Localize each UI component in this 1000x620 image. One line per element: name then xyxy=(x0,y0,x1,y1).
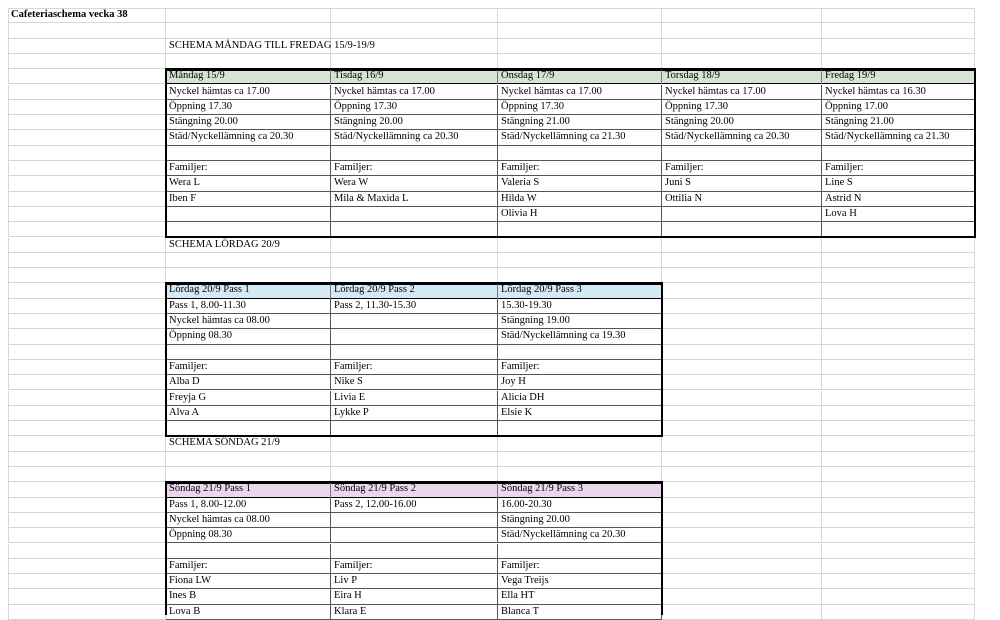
grid-cell[interactable] xyxy=(662,238,822,253)
grid-cell[interactable] xyxy=(8,23,166,38)
grid-cell[interactable] xyxy=(822,253,975,268)
schedule-clean-cell[interactable]: Städ/Nyckellämning ca 20.30 xyxy=(331,130,498,145)
pass-info-cell[interactable]: Pass 2, 11.30-15.30 xyxy=(331,299,498,314)
family-name-cell[interactable] xyxy=(331,207,498,222)
pass-info-cell[interactable] xyxy=(166,345,331,360)
family-name-cell[interactable] xyxy=(166,207,331,222)
pass-info-cell[interactable]: Öppning 08.30 xyxy=(166,528,331,543)
schedule-key-cell[interactable]: Nyckel hämtas ca 17.00 xyxy=(662,85,822,100)
grid-cell[interactable] xyxy=(8,589,166,604)
grid-cell[interactable] xyxy=(822,498,975,513)
grid-cell[interactable] xyxy=(8,299,166,314)
family-name-cell[interactable]: Olivia H xyxy=(498,207,662,222)
grid-cell[interactable] xyxy=(662,268,822,283)
family-name-cell[interactable]: Ella HT xyxy=(498,589,662,604)
grid-cell[interactable] xyxy=(498,268,662,283)
grid-cell[interactable] xyxy=(166,268,331,283)
grid-cell[interactable] xyxy=(662,574,822,589)
grid-cell[interactable] xyxy=(822,299,975,314)
schedule-key-cell[interactable]: Nyckel hämtas ca 16.30 xyxy=(822,85,975,100)
grid-cell[interactable] xyxy=(662,528,822,543)
saturday-column-header: Lördag 20/9 Pass 2 xyxy=(331,283,498,298)
grid-cell[interactable] xyxy=(8,115,166,130)
family-name-cell[interactable]: Livia E xyxy=(331,391,498,406)
families-label[interactable]: Familjer: xyxy=(498,559,662,574)
family-name-cell[interactable]: Eira H xyxy=(331,589,498,604)
families-label[interactable]: Familjer: xyxy=(822,161,975,176)
schedule-key-cell[interactable]: Nyckel hämtas ca 17.00 xyxy=(331,85,498,100)
grid-cell[interactable] xyxy=(8,406,166,421)
grid-cell[interactable] xyxy=(166,8,331,23)
grid-cell[interactable] xyxy=(8,544,166,559)
grid-cell[interactable] xyxy=(822,513,975,528)
grid-cell[interactable] xyxy=(8,421,166,436)
pass-info-cell[interactable] xyxy=(331,314,498,329)
grid-cell[interactable] xyxy=(822,436,975,451)
family-name-cell[interactable]: Ines B xyxy=(166,589,331,604)
grid-cell[interactable] xyxy=(166,253,331,268)
grid-cell[interactable] xyxy=(822,54,975,69)
grid-cell[interactable] xyxy=(8,176,166,191)
families-label[interactable]: Familjer: xyxy=(331,559,498,574)
families-label[interactable]: Familjer: xyxy=(331,360,498,375)
schedule-close-cell[interactable]: Stängning 20.00 xyxy=(166,115,331,130)
grid-cell[interactable] xyxy=(822,8,975,23)
family-name-cell[interactable] xyxy=(331,421,498,436)
family-name-cell[interactable]: Juni S xyxy=(662,176,822,191)
grid-cell[interactable] xyxy=(8,253,166,268)
grid-cell[interactable] xyxy=(822,421,975,436)
schedule-close-cell[interactable]: Stängning 20.00 xyxy=(331,115,498,130)
table-cell[interactable] xyxy=(331,146,498,161)
grid-cell[interactable] xyxy=(498,39,662,54)
grid-cell[interactable] xyxy=(8,268,166,283)
grid-cell[interactable] xyxy=(498,436,662,451)
grid-cell[interactable] xyxy=(8,375,166,390)
family-name-cell[interactable]: Alicia DH xyxy=(498,391,662,406)
family-name-cell[interactable] xyxy=(822,222,975,237)
grid-cell[interactable] xyxy=(822,238,975,253)
pass-info-cell[interactable] xyxy=(331,513,498,528)
grid-cell[interactable] xyxy=(8,130,166,145)
grid-cell[interactable] xyxy=(822,268,975,283)
grid-cell[interactable] xyxy=(498,238,662,253)
grid-cell[interactable] xyxy=(662,283,822,298)
family-name-cell[interactable] xyxy=(662,207,822,222)
family-name-cell[interactable] xyxy=(166,421,331,436)
grid-cell[interactable] xyxy=(822,314,975,329)
grid-cell[interactable] xyxy=(8,498,166,513)
grid-cell[interactable] xyxy=(662,253,822,268)
family-name-cell[interactable]: Hilda W xyxy=(498,192,662,207)
grid-cell[interactable] xyxy=(822,39,975,54)
pass-info-cell[interactable] xyxy=(498,345,662,360)
sunday-column-header: Söndag 21/9 Pass 1 xyxy=(166,482,331,497)
pass-info-cell[interactable]: Öppning 08.30 xyxy=(166,329,331,344)
pass-info-cell[interactable]: 15.30-19.30 xyxy=(498,299,662,314)
grid-cell[interactable] xyxy=(8,283,166,298)
grid-cell[interactable] xyxy=(662,314,822,329)
pass-info-cell[interactable] xyxy=(331,544,498,559)
family-name-cell[interactable]: Klara E xyxy=(331,605,498,620)
families-label[interactable]: Familjer: xyxy=(498,161,662,176)
schedule-close-cell[interactable]: Stängning 20.00 xyxy=(662,115,822,130)
grid-cell[interactable] xyxy=(662,345,822,360)
grid-cell[interactable] xyxy=(8,192,166,207)
grid-cell[interactable] xyxy=(331,268,498,283)
family-name-cell[interactable] xyxy=(331,222,498,237)
family-name-cell[interactable]: Wera L xyxy=(166,176,331,191)
family-name-cell[interactable]: Alva A xyxy=(166,406,331,421)
table-cell[interactable] xyxy=(166,146,331,161)
schedule-close-cell[interactable]: Stängning 21.00 xyxy=(822,115,975,130)
grid-cell[interactable] xyxy=(662,513,822,528)
grid-cell[interactable] xyxy=(662,391,822,406)
weekday-column-header: Måndag 15/9 xyxy=(166,69,331,84)
grid-cell[interactable] xyxy=(662,360,822,375)
families-label[interactable]: Familjer: xyxy=(166,161,331,176)
table-cell[interactable] xyxy=(822,146,975,161)
pass-info-cell[interactable]: Pass 1, 8.00-11.30 xyxy=(166,299,331,314)
grid-cell[interactable] xyxy=(822,329,975,344)
grid-cell[interactable] xyxy=(331,452,498,467)
grid-cell[interactable] xyxy=(498,452,662,467)
family-name-cell[interactable]: Fiona LW xyxy=(166,574,331,589)
family-name-cell[interactable]: Liv P xyxy=(331,574,498,589)
weekday-column-header: Fredag 19/9 xyxy=(822,69,975,84)
sunday-heading: SCHEMA SÖNDAG 21/9 xyxy=(169,437,280,449)
pass-info-cell[interactable]: Städ/Nyckellämning ca 20.30 xyxy=(498,528,662,543)
grid-cell[interactable] xyxy=(662,299,822,314)
weekday-heading: SCHEMA MÅNDAG TILL FREDAG 15/9-19/9 xyxy=(169,39,375,51)
schedule-key-cell[interactable]: Nyckel hämtas ca 17.00 xyxy=(166,85,331,100)
schedule-clean-cell[interactable]: Städ/Nyckellämning ca 20.30 xyxy=(662,130,822,145)
table-cell[interactable] xyxy=(498,146,662,161)
grid-cell[interactable] xyxy=(822,589,975,604)
pass-info-cell[interactable] xyxy=(331,345,498,360)
grid-cell[interactable] xyxy=(822,452,975,467)
weekday-column-header: Tisdag 16/9 xyxy=(331,69,498,84)
grid-cell[interactable] xyxy=(8,314,166,329)
grid-cell[interactable] xyxy=(822,391,975,406)
grid-cell[interactable] xyxy=(331,253,498,268)
grid-cell[interactable] xyxy=(8,222,166,237)
grid-cell[interactable] xyxy=(331,467,498,482)
weekday-column-header: Onsdag 17/9 xyxy=(498,69,662,84)
family-name-cell[interactable] xyxy=(166,222,331,237)
grid-cell[interactable] xyxy=(662,329,822,344)
family-name-cell[interactable]: Vega Treijs xyxy=(498,574,662,589)
family-name-cell[interactable] xyxy=(662,222,822,237)
grid-cell[interactable] xyxy=(8,207,166,222)
family-name-cell[interactable]: Alba D xyxy=(166,375,331,390)
grid-cell[interactable] xyxy=(8,345,166,360)
grid-cell[interactable] xyxy=(822,467,975,482)
grid-cell[interactable] xyxy=(822,345,975,360)
grid-cell[interactable] xyxy=(498,467,662,482)
sheet-title: Cafeteriaschema vecka 38 xyxy=(11,9,128,20)
grid-cell[interactable] xyxy=(662,421,822,436)
grid-cell[interactable] xyxy=(8,161,166,176)
sunday-column-header: Söndag 21/9 Pass 2 xyxy=(331,482,498,497)
family-name-cell[interactable] xyxy=(498,421,662,436)
grid-cell[interactable] xyxy=(8,528,166,543)
families-label[interactable]: Familjer: xyxy=(662,161,822,176)
family-name-cell[interactable]: Elsie K xyxy=(498,406,662,421)
pass-info-cell[interactable]: 16.00-20.30 xyxy=(498,498,662,513)
grid-cell[interactable] xyxy=(166,54,331,69)
grid-cell[interactable] xyxy=(498,253,662,268)
table-cell[interactable] xyxy=(662,146,822,161)
family-name-cell[interactable]: Freyja G xyxy=(166,391,331,406)
grid-cell[interactable] xyxy=(331,23,498,38)
grid-cell[interactable] xyxy=(8,69,166,84)
sunday-column-header: Söndag 21/9 Pass 3 xyxy=(498,482,662,497)
schedule-open-cell[interactable]: Öppning 17.30 xyxy=(331,100,498,115)
schedule-open-cell[interactable]: Öppning 17.30 xyxy=(498,100,662,115)
pass-info-cell[interactable] xyxy=(331,528,498,543)
schedule-open-cell[interactable]: Öppning 17.30 xyxy=(662,100,822,115)
families-label[interactable]: Familjer: xyxy=(498,360,662,375)
grid-cell[interactable] xyxy=(662,544,822,559)
schedule-open-cell[interactable]: Öppning 17.00 xyxy=(822,100,975,115)
grid-cell[interactable] xyxy=(166,467,331,482)
grid-cell[interactable] xyxy=(8,238,166,253)
schedule-open-cell[interactable]: Öppning 17.30 xyxy=(166,100,331,115)
grid-cell[interactable] xyxy=(822,544,975,559)
grid-cell[interactable] xyxy=(8,605,166,620)
saturday-column-header: Lördag 20/9 Pass 3 xyxy=(498,283,662,298)
grid-cell[interactable] xyxy=(8,391,166,406)
grid-cell[interactable] xyxy=(662,406,822,421)
grid-cell[interactable] xyxy=(822,482,975,497)
grid-cell[interactable] xyxy=(8,85,166,100)
pass-info-cell[interactable]: Pass 1, 8.00-12.00 xyxy=(166,498,331,513)
grid-cell[interactable] xyxy=(662,559,822,574)
grid-cell[interactable] xyxy=(331,8,498,23)
family-name-cell[interactable]: Joy H xyxy=(498,375,662,390)
grid-cell[interactable] xyxy=(662,589,822,604)
grid-cell[interactable] xyxy=(8,467,166,482)
weekday-column-header: Torsdag 18/9 xyxy=(662,69,822,84)
pass-info-cell[interactable] xyxy=(166,544,331,559)
grid-cell[interactable] xyxy=(662,8,822,23)
saturday-column-header: Lördag 20/9 Pass 1 xyxy=(166,283,331,298)
grid-cell[interactable] xyxy=(822,528,975,543)
grid-cell[interactable] xyxy=(8,574,166,589)
pass-info-cell[interactable]: Pass 2, 12.00-16.00 xyxy=(331,498,498,513)
grid-cell[interactable] xyxy=(331,54,498,69)
family-name-cell[interactable]: Blanca T xyxy=(498,605,662,620)
grid-cell[interactable] xyxy=(498,23,662,38)
grid-cell[interactable] xyxy=(822,23,975,38)
family-name-cell[interactable]: Astrid N xyxy=(822,192,975,207)
grid-cell[interactable] xyxy=(662,54,822,69)
grid-cell[interactable] xyxy=(822,360,975,375)
grid-cell[interactable] xyxy=(8,54,166,69)
saturday-heading: SCHEMA LÖRDAG 20/9 xyxy=(169,238,280,250)
pass-info-cell[interactable] xyxy=(498,544,662,559)
grid-cell[interactable] xyxy=(822,375,975,390)
schedule-clean-cell[interactable]: Städ/Nyckellämning ca 21.30 xyxy=(498,130,662,145)
pass-info-cell[interactable] xyxy=(331,329,498,344)
grid-cell[interactable] xyxy=(822,559,975,574)
grid-cell[interactable] xyxy=(822,605,975,620)
pass-info-cell[interactable]: Nyckel hämtas ca 08.00 xyxy=(166,513,331,528)
grid-cell[interactable] xyxy=(822,283,975,298)
grid-cell[interactable] xyxy=(662,482,822,497)
grid-cell[interactable] xyxy=(166,452,331,467)
family-name-cell[interactable]: Iben F xyxy=(166,192,331,207)
pass-info-cell[interactable]: Nyckel hämtas ca 08.00 xyxy=(166,314,331,329)
grid-cell[interactable] xyxy=(8,482,166,497)
families-label[interactable]: Familjer: xyxy=(166,360,331,375)
grid-cell[interactable] xyxy=(662,39,822,54)
families-label[interactable]: Familjer: xyxy=(331,161,498,176)
grid-cell[interactable] xyxy=(8,452,166,467)
grid-cell[interactable] xyxy=(662,436,822,451)
grid-cell[interactable] xyxy=(8,436,166,451)
grid-cell[interactable] xyxy=(8,100,166,115)
family-name-cell[interactable]: Lykke P xyxy=(331,406,498,421)
family-name-cell[interactable]: Valeria S xyxy=(498,176,662,191)
family-name-cell[interactable]: Lova B xyxy=(166,605,331,620)
family-name-cell[interactable]: Wera W xyxy=(331,176,498,191)
grid-cell[interactable] xyxy=(822,406,975,421)
family-name-cell[interactable]: Mila & Maxida L xyxy=(331,192,498,207)
grid-cell[interactable] xyxy=(662,605,822,620)
schedule-close-cell[interactable]: Stängning 21.00 xyxy=(498,115,662,130)
grid-cell[interactable] xyxy=(662,23,822,38)
grid-cell[interactable] xyxy=(166,23,331,38)
grid-cell[interactable] xyxy=(8,513,166,528)
family-name-cell[interactable]: Lova H xyxy=(822,207,975,222)
grid-cell[interactable] xyxy=(8,360,166,375)
family-name-cell[interactable] xyxy=(498,222,662,237)
grid-cell[interactable] xyxy=(8,559,166,574)
grid-cell[interactable] xyxy=(8,146,166,161)
grid-cell[interactable] xyxy=(662,467,822,482)
grid-cell[interactable] xyxy=(662,375,822,390)
grid-cell[interactable] xyxy=(822,574,975,589)
grid-cell[interactable] xyxy=(8,39,166,54)
schedule-clean-cell[interactable]: Städ/Nyckellämning ca 21.30 xyxy=(822,130,975,145)
pass-info-cell[interactable]: Städ/Nyckellämning ca 19.30 xyxy=(498,329,662,344)
family-name-cell[interactable]: Line S xyxy=(822,176,975,191)
grid-cell[interactable] xyxy=(8,329,166,344)
family-name-cell[interactable]: Ottilia N xyxy=(662,192,822,207)
grid-cell[interactable] xyxy=(662,452,822,467)
family-name-cell[interactable]: Nike S xyxy=(331,375,498,390)
pass-info-cell[interactable]: Stängning 20.00 xyxy=(498,513,662,528)
pass-info-cell[interactable]: Stängning 19.00 xyxy=(498,314,662,329)
grid-cell[interactable] xyxy=(498,8,662,23)
grid-cell[interactable] xyxy=(662,498,822,513)
schedule-key-cell[interactable]: Nyckel hämtas ca 17.00 xyxy=(498,85,662,100)
schedule-clean-cell[interactable]: Städ/Nyckellämning ca 20.30 xyxy=(166,130,331,145)
grid-cell[interactable] xyxy=(498,54,662,69)
families-label[interactable]: Familjer: xyxy=(166,559,331,574)
